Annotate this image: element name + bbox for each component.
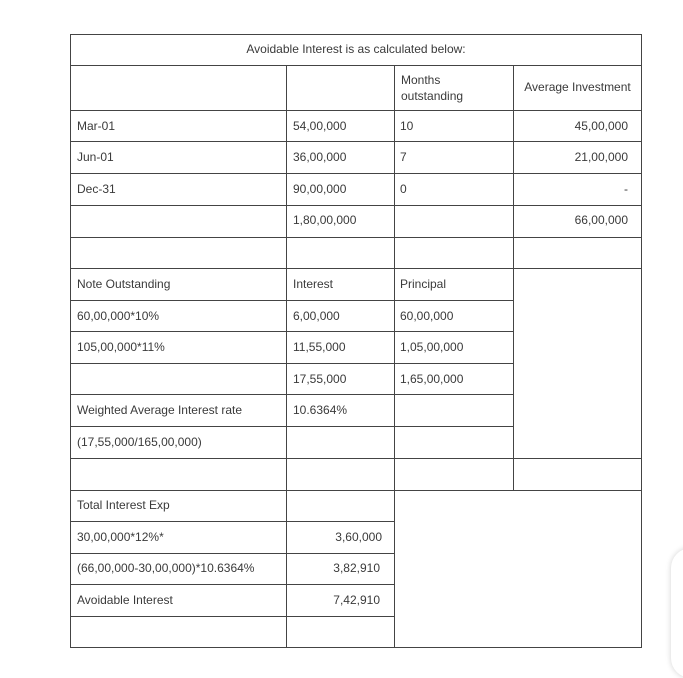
total-interest-exp-header: Total Interest Exp — [77, 498, 170, 512]
hline — [70, 553, 395, 554]
weighted-rate-label: Weighted Average Interest rate — [77, 403, 242, 417]
row-average: 45,00,000 — [574, 119, 628, 133]
hline — [70, 268, 642, 269]
hline — [70, 331, 514, 332]
vline — [394, 65, 395, 648]
hline — [70, 647, 642, 648]
hline — [70, 363, 514, 364]
avoidable-interest-value: 7,42,910 — [333, 593, 380, 607]
interest-header: Interest — [293, 277, 334, 291]
weighted-rate-value: 10.6364% — [293, 403, 348, 417]
row-months: 7 — [400, 150, 407, 164]
row-months: 10 — [400, 119, 414, 133]
row-amount: 54,00,000 — [293, 119, 347, 133]
note-label: 105,00,000*11% — [77, 340, 165, 354]
hline — [70, 584, 395, 585]
principal-header: Principal — [400, 277, 447, 291]
total-amount: 1,80,00,000 — [293, 213, 357, 227]
note-label: 60,00,000*10% — [77, 309, 160, 323]
interest-row-value: 3,82,910 — [333, 561, 380, 575]
frame-left — [70, 34, 71, 648]
note-interest: 11,55,000 — [293, 340, 346, 354]
hline — [70, 237, 642, 238]
row-label: Dec-31 — [77, 182, 116, 196]
hline — [70, 110, 642, 111]
hline — [70, 65, 642, 66]
hline — [70, 616, 395, 617]
note-interest: 6,00,000 — [293, 309, 340, 323]
row-average: 21,00,000 — [574, 150, 628, 164]
total-principal: 1,65,00,000 — [400, 372, 464, 386]
hline — [70, 173, 642, 174]
total-interest: 17,55,000 — [293, 372, 347, 386]
total-average: 66,00,000 — [574, 213, 628, 227]
hline — [70, 394, 514, 395]
weighted-rate-formula: (17,55,000/165,00,000) — [77, 435, 202, 449]
hline — [70, 205, 642, 206]
average-investment-header: Average Investment — [524, 80, 631, 94]
note-principal: 60,00,000 — [400, 309, 454, 323]
hline — [70, 426, 514, 427]
interest-row-label: 30,00,000*12%* — [77, 530, 164, 544]
row-amount: 90,00,000 — [293, 182, 347, 196]
interest-row-value: 3,60,000 — [335, 530, 382, 544]
note-principal: 1,05,00,000 — [400, 340, 464, 354]
hline — [70, 300, 514, 301]
row-amount: 36,00,000 — [293, 150, 347, 164]
interest-row-label: (66,00,000-30,00,000)*10.6364% — [77, 561, 255, 575]
frame-right — [641, 34, 642, 648]
note-outstanding-header: Note Outstanding — [77, 277, 171, 291]
row-label: Mar-01 — [77, 119, 116, 133]
table-title: Avoidable Interest is as calculated below: — [246, 42, 466, 56]
hline — [70, 490, 642, 491]
row-label: Jun-01 — [77, 150, 114, 164]
row-average: - — [624, 182, 628, 196]
row-months: 0 — [400, 182, 407, 196]
hline — [70, 521, 395, 522]
avoidable-interest-label: Avoidable Interest — [77, 593, 173, 607]
side-panel-edge — [671, 548, 683, 678]
frame-top — [70, 34, 642, 35]
hline — [70, 458, 642, 459]
hline — [70, 141, 642, 142]
months-outstanding-header: Months outstanding — [401, 73, 464, 103]
